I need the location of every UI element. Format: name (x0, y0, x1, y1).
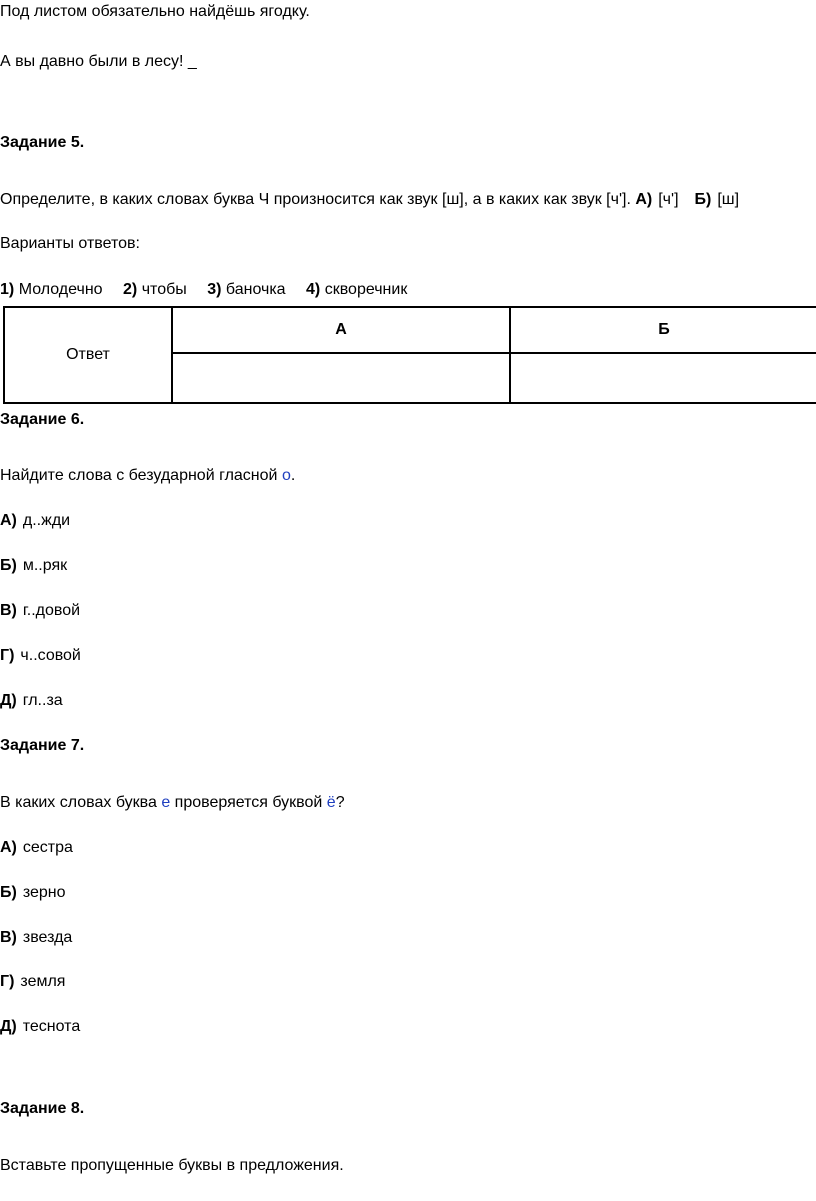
task7-option-text: звезда (22, 929, 73, 946)
task5-option-a-text: [ч'] (658, 191, 679, 208)
task7-option-label: Г) (0, 973, 15, 990)
answer-col-b-header: Б (510, 307, 816, 353)
task5-option-b-text: [ш] (717, 191, 740, 208)
task7-option (0, 838, 73, 858)
task7-highlight-letter-2: ё (326, 794, 336, 811)
task5-variants (0, 280, 407, 300)
task5-title: Задание 5. (0, 134, 85, 151)
task6-option (0, 691, 63, 711)
variant-3-num: 3) (207, 281, 222, 298)
task8-title: Задание 8. (0, 1100, 85, 1117)
task6-option-label: А) (0, 512, 17, 529)
task5-question-text: Определите, в каких словах буква Ч произносится как звук [ш], а в каких как звук [ч']. (0, 191, 631, 208)
task6-option-text: гл..за (22, 692, 63, 709)
task7-option-label: А) (0, 839, 17, 856)
task6-option-text: д..жди (22, 512, 71, 529)
task7-option (0, 1017, 80, 1037)
task7-option (0, 928, 72, 948)
task7-question-suffix: ? (335, 794, 345, 811)
task7-option-text: земля (20, 973, 66, 990)
answer-row-label: Ответ (4, 307, 172, 403)
task5-variants-title: Варианты ответов: (0, 235, 140, 252)
task6-question (0, 466, 295, 486)
task6-option-label: Д) (0, 692, 17, 709)
task6-question-prefix: Найдите слова с безударной гласной (0, 467, 278, 484)
task6-question-suffix: . (290, 467, 296, 484)
answer-col-a-header: А (172, 307, 510, 353)
task7-option-label: Б) (0, 884, 17, 901)
task6-option-text: г..довой (22, 602, 81, 619)
task7-title: Задание 7. (0, 737, 85, 754)
task7-option-text: сестра (22, 839, 73, 856)
task6-option-text: ч..совой (20, 647, 81, 664)
variant-2-text: чтобы (141, 281, 187, 298)
task7-option-label: Д) (0, 1018, 17, 1035)
task7-question-mid: проверяется буквой (174, 794, 323, 811)
task6-option (0, 646, 81, 666)
task6-option-label: В) (0, 602, 17, 619)
task7-question (0, 793, 345, 813)
task7-option (0, 972, 65, 992)
variant-4-num: 4) (306, 281, 321, 298)
task6-option-label: Г) (0, 647, 15, 664)
task6-option (0, 601, 80, 621)
task5-question (0, 190, 739, 210)
task5-option-b-label: Б) (694, 191, 712, 208)
intro-line-1: Под листом обязательно найдёшь ягодку. (0, 3, 310, 20)
task6-option-label: Б) (0, 557, 17, 574)
task7-option-text: зерно (22, 884, 66, 901)
task5-option-a-label: А) (635, 191, 653, 208)
task7-question-prefix: В каких словах буква (0, 794, 157, 811)
variant-3-text: баночка (225, 281, 286, 298)
variant-2-num: 2) (123, 281, 138, 298)
task6-title: Задание 6. (0, 411, 85, 428)
task7-option (0, 883, 66, 903)
task6-option-text: м..ряк (22, 557, 68, 574)
task7-highlight-letter-1: е (161, 794, 171, 811)
variant-1-num: 1) (0, 281, 15, 298)
task6-highlight-letter: о (281, 467, 291, 484)
answer-cell-b[interactable] (510, 353, 816, 403)
variant-4-text: скворечник (324, 281, 408, 298)
task7-option-text: теснота (22, 1018, 81, 1035)
variant-1-text: Молодечно (18, 281, 103, 298)
intro-line-2: А вы давно были в лесу! _ (0, 53, 197, 70)
answer-table (3, 306, 816, 404)
task6-option (0, 556, 67, 576)
task8-question: Вставьте пропущенные буквы в предложения. (0, 1157, 344, 1174)
answer-cell-a[interactable] (172, 353, 510, 403)
task7-option-label: В) (0, 929, 17, 946)
task6-option (0, 511, 70, 531)
